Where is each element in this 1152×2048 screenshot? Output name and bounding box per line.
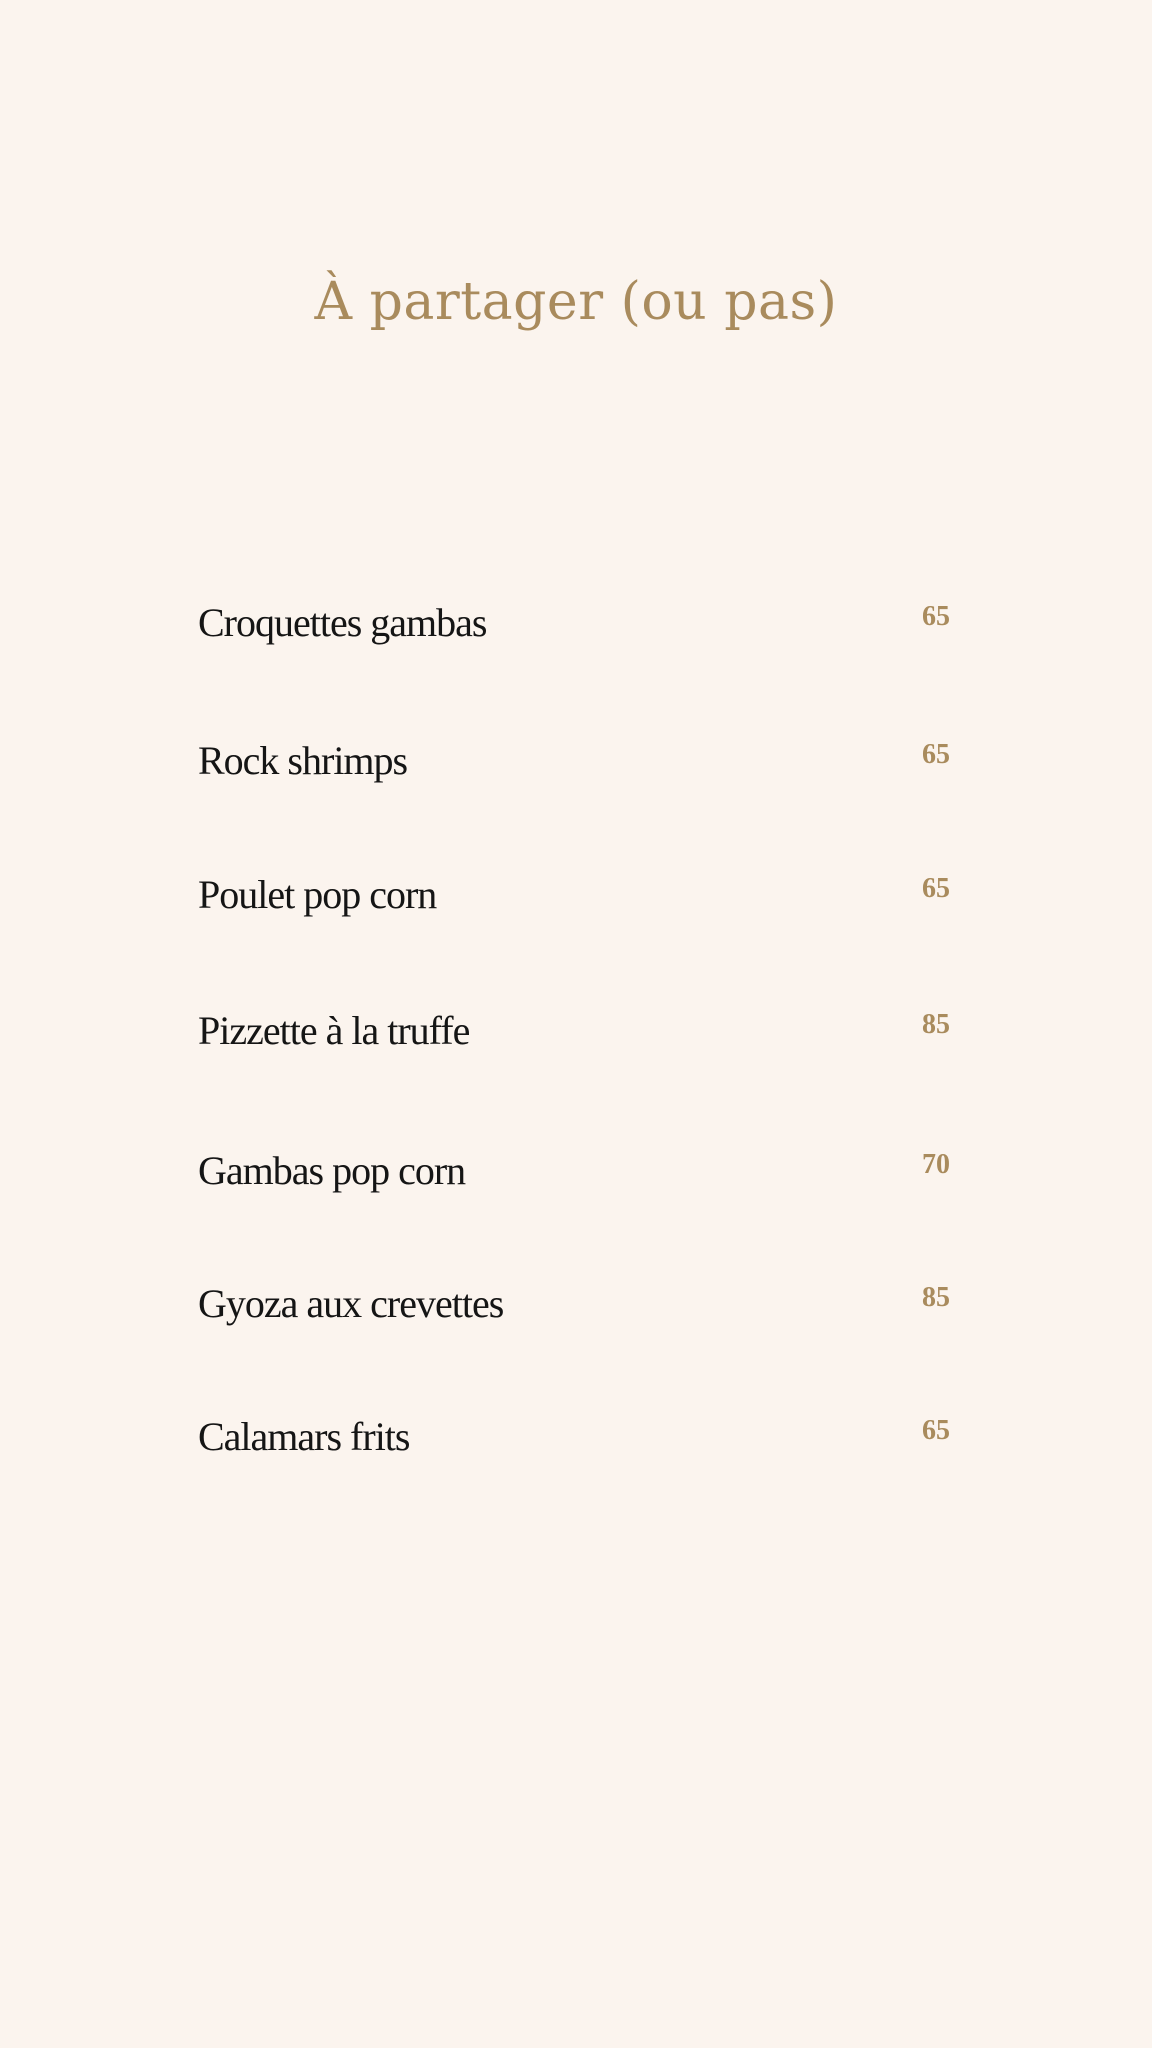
menu-item <box>198 1268 950 1338</box>
section-title: À partager (ou pas) <box>314 272 838 332</box>
item-name: Poulet pop corn <box>198 871 437 917</box>
menu-item <box>198 859 950 929</box>
item-name: Croquettes gambas <box>198 599 487 645</box>
item-price: 85 <box>922 1009 950 1040</box>
item-name: Rock shrimps <box>198 737 408 783</box>
item-price: 65 <box>922 601 950 632</box>
menu-item <box>198 1135 950 1205</box>
item-price: 85 <box>922 1282 950 1313</box>
menu-item <box>198 995 950 1065</box>
item-name: Gambas pop corn <box>198 1147 466 1193</box>
item-price: 65 <box>922 739 950 770</box>
item-price: 70 <box>922 1149 950 1180</box>
item-name: Calamars frits <box>198 1413 410 1459</box>
item-price: 65 <box>922 1415 950 1446</box>
menu-item <box>198 587 950 657</box>
item-name: Gyoza aux crevettes <box>198 1280 504 1326</box>
menu-list <box>198 0 950 2048</box>
item-name: Pizzette à la truffe <box>198 1007 470 1053</box>
menu-item <box>198 1401 950 1471</box>
menu-item <box>198 725 950 795</box>
item-price: 65 <box>922 873 950 904</box>
